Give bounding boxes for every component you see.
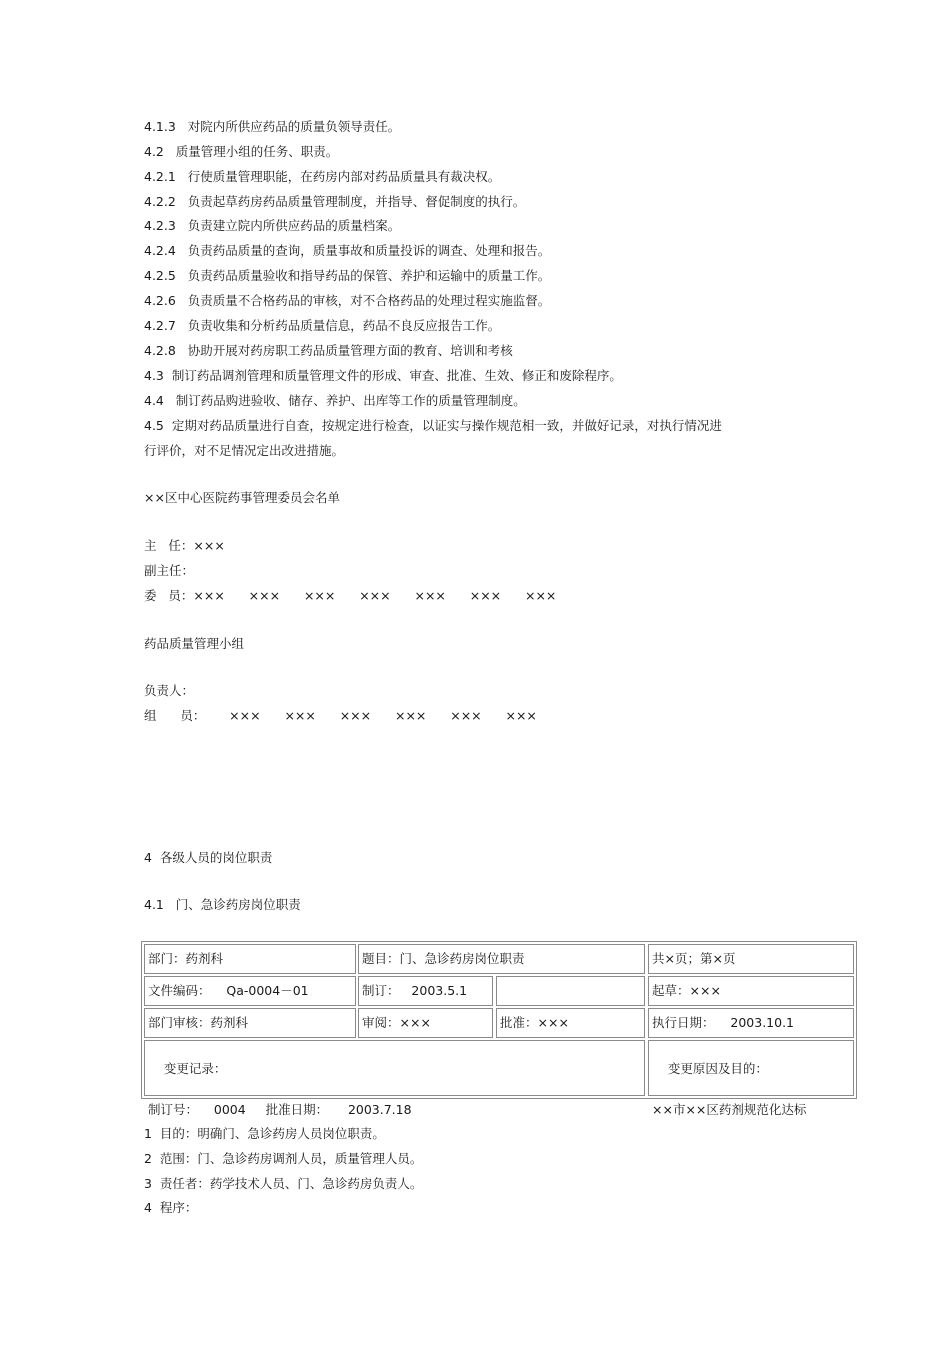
text-line: 4.2.5 负责药品质量验收和指导药品的保管、养护和运输中的质量工作。	[144, 268, 551, 283]
text-line: 4.2.3 负责建立院内所供应药品的质量档案。	[144, 218, 401, 233]
text-line: 4.4 制订药品购进验收、储存、养护、出库等工作的质量管理制度。	[144, 393, 526, 408]
procedure-line: 4 程序：	[144, 1200, 198, 1215]
text-line: 4.3 制订药品调剂管理和质量管理文件的形成、审查、批准、生效、修正和废除程序。	[144, 368, 622, 383]
cell-subject: 题目：门、急诊药房岗位职责	[358, 944, 645, 974]
text-line: 4.2.4 负责药品质量的查询，质量事故和质量投诉的调查、处理和报告。	[144, 243, 551, 258]
committee-title: ××区中心医院药事管理委员会名单	[144, 490, 340, 505]
cell-review: 审阅：×××	[358, 1008, 493, 1038]
procedure-line: 2 范围：门、急诊药房调剂人员，质量管理人员。	[144, 1151, 423, 1166]
committee-deputy: 副主任：	[144, 563, 195, 578]
change-reason-detail: ××市××区药剂规范化达标	[652, 1102, 807, 1117]
cell-change-reason	[648, 1040, 854, 1117]
text-line: 4.2.8 协助开展对药房职工药品质量管理方面的教育、培训和考核	[144, 343, 513, 358]
cell-dept-review: 部门审核：药剂科	[144, 1008, 356, 1038]
change-record-detail: 制订号： 0004 批准日期： 2003.7.18	[148, 1102, 412, 1117]
cell-drafted: 制订： 2003.5.1	[358, 976, 493, 1006]
change-record-label: 变更记录：	[163, 1061, 227, 1076]
cell-blank	[496, 976, 645, 1006]
procedure-line: 1 目的：明确门、急诊药房人员岗位职责。	[144, 1126, 385, 1141]
qc-group-leader: 负责人：	[144, 683, 195, 698]
text-line: 4.2.6 负责质量不合格药品的审核，对不合格药品的处理过程实施监督。	[144, 293, 551, 308]
text-line: 行评价，对不足情况定出改进措施。	[144, 443, 345, 458]
cell-dept: 部门：药剂科	[144, 944, 356, 974]
text-line: 4.1.3 对院内所供应药品的质量负领导责任。	[144, 119, 401, 134]
committee-members: 委 员：××× ××× ××× ××× ××× ××× ×××	[144, 588, 557, 603]
qc-group-members: 组 员： ××× ××× ××× ××× ××× ×××	[144, 708, 537, 723]
text-line: 4.2.1 行使质量管理职能，在药房内部对药品质量具有裁决权。	[144, 169, 501, 184]
cell-doc-code: 文件编码： Qa-0004－01	[144, 976, 356, 1006]
cell-author: 起草：×××	[648, 976, 854, 1006]
text-line: 4.2.2 负责起草药房药品质量管理制度，并指导、督促制度的执行。	[144, 194, 526, 209]
cell-exec-date: 执行日期： 2003.10.1	[648, 1008, 854, 1038]
cell-pages: 共×页；第×页	[648, 944, 854, 974]
qc-group-title: 药品质量管理小组	[144, 636, 245, 651]
procedure-line: 3 责任者：药学技术人员、门、急诊药房负责人。	[144, 1176, 423, 1191]
cell-approve: 批准：×××	[496, 1008, 645, 1038]
section-heading: 4 各级人员的岗位职责	[144, 850, 273, 865]
text-line: 4.5 定期对药品质量进行自查，按规定进行检查，以证实与操作规范相一致，并做好记录，对执行情况进	[144, 418, 722, 433]
change-reason-label: 变更原因及目的：	[667, 1061, 768, 1076]
section-subheading: 4.1 门、急诊药房岗位职责	[144, 897, 301, 912]
text-line: 4.2.7 负责收集和分析药品质量信息，药品不良反应报告工作。	[144, 318, 501, 333]
committee-director: 主 任：×××	[144, 538, 225, 553]
cell-change-record	[144, 1040, 645, 1117]
document-control-table	[141, 941, 857, 1117]
text-line: 4.2 质量管理小组的任务、职责。	[144, 144, 339, 159]
